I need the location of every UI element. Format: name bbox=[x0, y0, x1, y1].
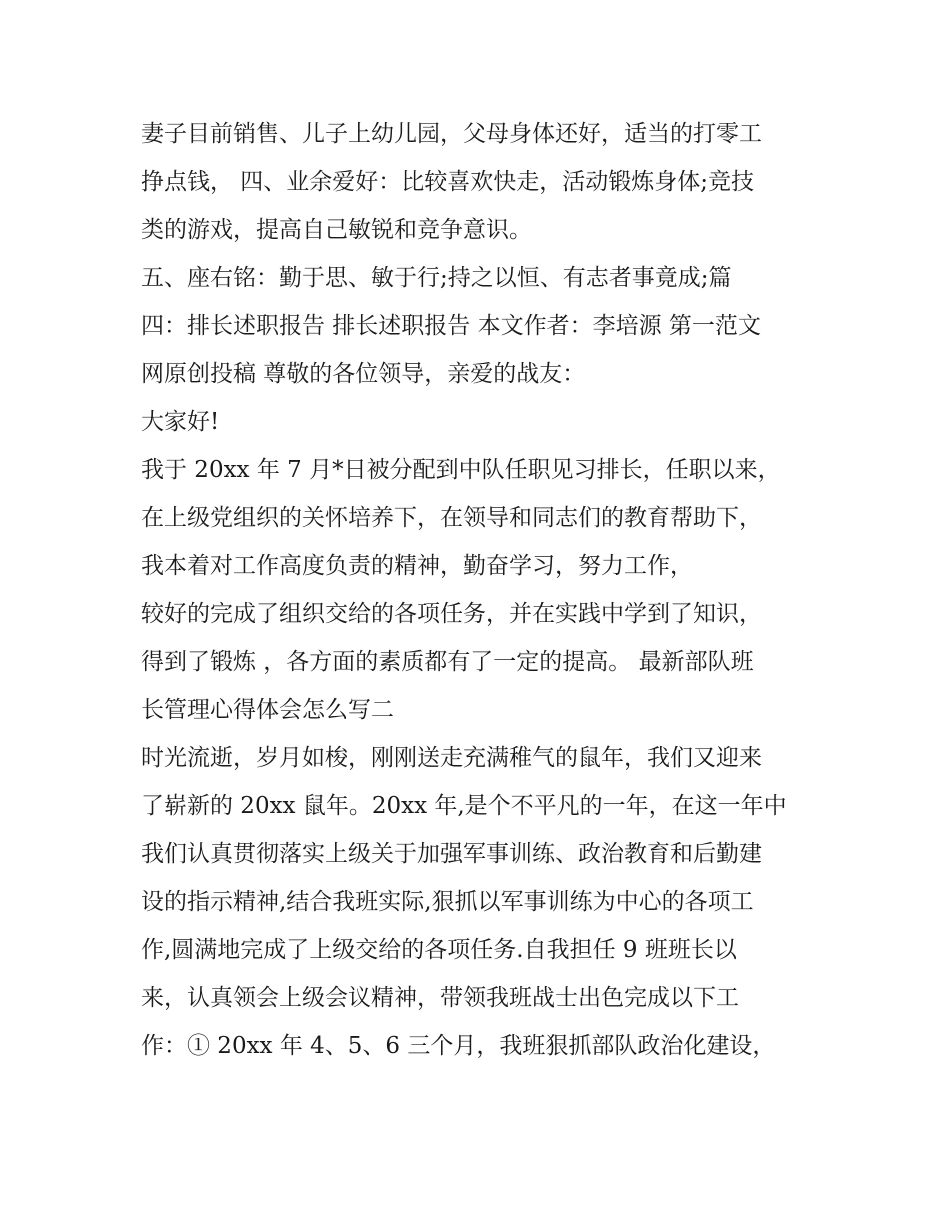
text-line: 设的指示精神,结合我班实际,狠抓以军事训练为中心的各项工 bbox=[141, 889, 754, 915]
text-line: 了崭新的 20xx 鼠年。20xx 年,是个不平凡的一年，在这一年中 bbox=[141, 793, 787, 819]
text-line: 作,圆满地完成了上级交给的各项任务.自我担任 9 班班长以 bbox=[141, 937, 737, 963]
document-body bbox=[141, 110, 821, 1070]
text-line: 我本着对工作高度负责的精神，勤奋学习，努力工作， bbox=[141, 553, 693, 579]
text-line: 类的游戏，提高自己敏锐和竞争意识。 bbox=[141, 217, 532, 243]
text-line: 网原创投稿 尊敬的各位领导，亲爱的战友： bbox=[141, 361, 586, 387]
text-line: 时光流逝，岁月如梭，刚刚送走充满稚气的鼠年，我们又迎来 bbox=[141, 745, 762, 771]
text-line: 大家好! bbox=[141, 409, 220, 435]
text-line: 挣点钱， 四、业余爱好：比较喜欢快走，活动锻炼身体;竞技 bbox=[141, 169, 755, 195]
text-line: 较好的完成了组织交给的各项任务，并在实践中学到了知识， bbox=[141, 601, 762, 627]
text-line: 妻子目前销售、儿子上幼儿园，父母身体还好，适当的打零工 bbox=[141, 121, 762, 147]
text-line: 五、座右铭：勤于思、敏于行;持之以恒、有志者事竟成;篇 bbox=[141, 265, 732, 291]
text-line: 得到了锻炼 ，各方面的素质都有了一定的提高。 最新部队班 bbox=[141, 649, 754, 675]
text-line: 在上级党组织的关怀培养下，在领导和同志们的教育帮助下， bbox=[141, 505, 762, 531]
text-line: 作：① 20xx 年 4、5、6 三个月，我班狠抓部队政治化建设， bbox=[141, 1033, 776, 1059]
text-line: 我于 20xx 年 7 月*日被分配到中队任职见习排长，任职以来， bbox=[141, 457, 781, 483]
text-line: 长管理心得体会怎么写二 bbox=[141, 697, 394, 723]
text-line: 四：排长述职报告 排长述职报告 本文作者：李培源 第一范文 bbox=[141, 313, 761, 339]
text-line: 来，认真领会上级会议精神，带领我班战士出色完成以下工 bbox=[141, 985, 739, 1011]
text-line: 我们认真贯彻落实上级关于加强军事训练、政治教育和后勤建 bbox=[141, 841, 762, 867]
